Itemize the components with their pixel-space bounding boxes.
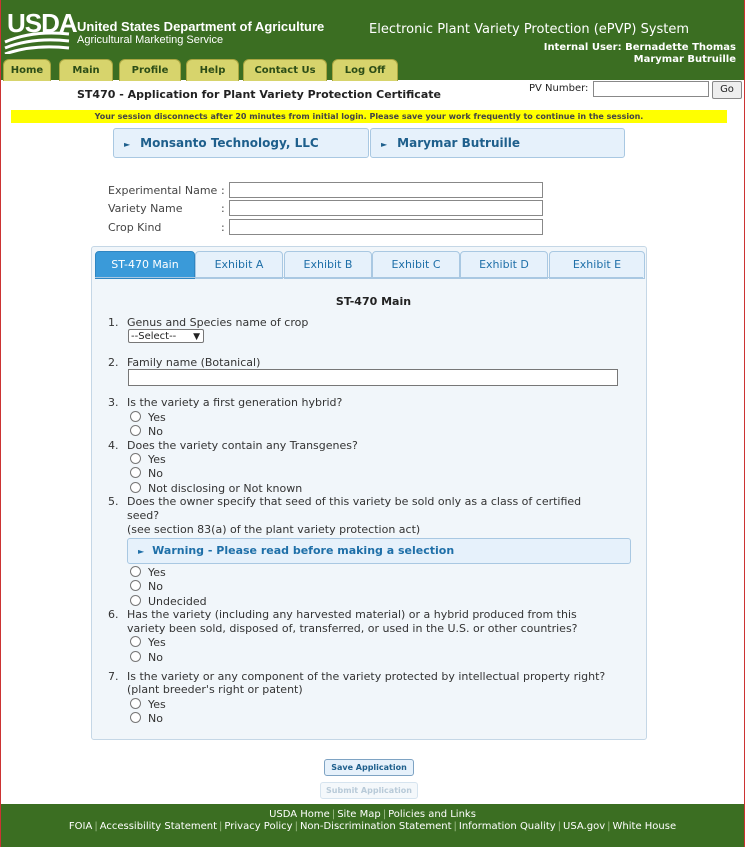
select-value: --Select-- [131,331,177,342]
save-application-button[interactable]: Save Application [324,759,414,776]
footer-link-non-discrimination[interactable]: Non-Discrimination Statement [299,821,452,832]
go-button[interactable]: Go [712,81,742,99]
question-1 [108,316,308,329]
separator: | [607,821,611,832]
footer-link-site-map[interactable]: Site Map [337,809,381,820]
option-label: Yes [148,636,166,649]
agency-name: United States Department of Agriculture [77,19,325,34]
question-6-line-2: variety been sold, disposed of, transferred, or used in the U.S. or other countries? [127,622,578,635]
user-secondary-name: Marymar Butruille [633,54,736,65]
account-company-box[interactable] [113,128,369,158]
radio-button[interactable] [130,566,141,577]
radio-button[interactable] [130,698,141,709]
separator: | [331,809,336,820]
genus-species-select[interactable] [128,329,204,343]
usda-logo[interactable] [3,4,77,54]
section-title: ST-470 Main [335,295,412,308]
question-3 [108,396,342,409]
footer-link-policies[interactable]: Policies and Links [388,809,476,820]
q5-option-yes[interactable] [130,566,166,579]
question-5-line-2: seed? [127,509,160,522]
option-label: Yes [148,698,166,711]
q6-option-no[interactable] [130,651,163,664]
q5-option-undecided[interactable] [130,595,207,608]
footer-link-white-house[interactable]: White House [612,821,677,832]
nav-help[interactable]: Help [186,59,239,81]
question-number: 4. [108,439,119,452]
q6-option-yes[interactable] [130,636,166,649]
crop-kind-input[interactable] [229,219,543,235]
question-7 [108,670,605,683]
usda-logo-text: USDA [7,8,77,38]
warning-expander[interactable] [127,538,631,564]
label-colon: : [221,202,225,215]
option-label: Yes [148,566,166,579]
footer-row-2 [1,821,744,832]
separator: | [219,821,223,832]
radio-button[interactable] [130,636,141,647]
option-label: No [148,467,163,480]
user-name: Internal User: Bernadette Thomas [543,42,736,53]
footer-link-foia[interactable]: FOIA [68,821,93,832]
page-title: ST470 - Application for Plant Variety Protection Certificate [77,88,441,101]
question-number: 6. [108,608,119,621]
tab-exhibit-d[interactable]: Exhibit D [460,251,548,279]
tab-st470-main[interactable]: ST-470 Main [95,251,195,279]
radio-button[interactable] [130,595,141,606]
question-2 [108,356,260,369]
experimental-name-label: Experimental Name [108,184,218,197]
tab-exhibit-a[interactable]: Exhibit A [195,251,283,279]
label-colon: : [221,184,225,197]
tab-divider [95,277,643,278]
question-text: Is the variety a first generation hybrid? [127,396,343,409]
usda-logo-swoosh-icon [3,4,71,54]
pv-number-input[interactable] [593,81,709,97]
q4-option-yes[interactable] [130,453,166,466]
warning-text: Warning - Please read before making a selection [152,544,455,557]
tab-exhibit-b[interactable]: Exhibit B [284,251,372,279]
question-text: Family name (Botanical) [127,356,261,369]
nav-log-off[interactable]: Log Off [332,59,398,81]
crop-kind-label: Crop Kind [108,221,162,234]
separator: | [453,821,457,832]
footer-row-1 [1,809,744,820]
separator: | [557,821,562,832]
radio-button[interactable] [130,425,141,436]
question-number: 5. [108,495,119,508]
q4-option-not-disclosing[interactable] [130,482,302,495]
chevron-right-icon: ► [138,547,145,556]
submit-application-button[interactable]: Submit Application [320,782,418,799]
family-name-input[interactable] [128,369,618,386]
question-text: Does the variety contain any Transgenes? [127,439,358,452]
question-text: Has the variety (including any harvested material) or a hybrid produced from this [127,608,577,621]
option-label: Not disclosing or Not known [148,482,303,495]
nav-profile[interactable]: Profile [119,59,181,81]
site-header [1,0,744,80]
question-number: 3. [108,396,119,409]
nav-home[interactable]: Home [3,59,51,81]
footer-link-accessibility[interactable]: Accessibility Statement [99,821,218,832]
option-label: No [148,712,163,725]
radio-button[interactable] [130,580,141,591]
separator: | [382,809,387,820]
radio-button[interactable] [130,482,141,493]
tab-exhibit-c[interactable]: Exhibit C [372,251,460,279]
variety-name-input[interactable] [229,200,543,216]
question-number: 1. [108,316,119,329]
option-label: Undecided [148,595,207,608]
question-text: Does the owner specify that seed of this variety be sold only as a class of certified [127,495,582,508]
chevron-right-icon: ► [124,140,131,149]
agency-subname: Agricultural Marketing Service [77,34,224,46]
chevron-down-icon: ▼ [193,332,200,342]
separator: | [294,821,298,832]
option-label: No [148,651,163,664]
nav-contact-us[interactable]: Contact Us [243,59,327,81]
pv-number-label: PV Number: [529,83,589,94]
nav-main[interactable]: Main [59,59,113,81]
footer-link-information-quality[interactable]: Information Quality [458,821,556,832]
session-notice: Your session disconnects after 20 minutes from initial login. Please save your work frequently to continue in the session. [11,110,727,123]
radio-button[interactable] [130,651,141,662]
question-4 [108,439,358,452]
question-7-line-2: (plant breeder's right or patent) [127,683,303,696]
company-name: Monsanto Technology, LLC [140,136,319,150]
footer-link-privacy[interactable]: Privacy Policy [224,821,293,832]
footer-link-usda-home[interactable]: USDA Home [269,809,330,820]
question-number: 7. [108,670,119,683]
account-user-name: Marymar Butruille [397,136,520,150]
option-label: No [148,580,163,593]
option-label: Yes [148,411,166,424]
radio-button[interactable] [130,411,141,422]
question-5-line-3: (see section 83(a) of the plant variety protection act) [127,523,421,536]
question-text: Genus and Species name of crop [127,316,309,329]
separator: | [94,821,98,832]
q5-option-no[interactable] [130,580,163,593]
question-5 [108,495,581,508]
radio-button[interactable] [130,712,141,723]
option-label: No [148,425,163,438]
question-text: Is the variety or any component of the variety protected by intellectual property right? [127,670,606,683]
option-label: Yes [148,453,166,466]
radio-button[interactable] [130,467,141,478]
system-title: Electronic Plant Variety Protection (ePVP) System [369,22,690,37]
q3-option-no[interactable] [130,425,163,438]
radio-button[interactable] [130,453,141,464]
q7-option-no[interactable] [130,712,163,725]
tab-exhibit-e[interactable]: Exhibit E [549,251,645,279]
footer-link-usa-gov[interactable]: USA.gov [563,821,606,832]
experimental-name-input[interactable] [229,182,543,198]
question-6 [108,608,577,621]
site-footer [1,804,744,847]
q7-option-yes[interactable] [130,698,166,711]
q4-option-no[interactable] [130,467,163,480]
question-number: 2. [108,356,119,369]
q3-option-yes[interactable] [130,411,166,424]
chevron-right-icon: ► [381,140,388,149]
variety-name-label: Variety Name [108,202,183,215]
account-user-box[interactable] [370,128,625,158]
label-colon: : [221,221,225,234]
